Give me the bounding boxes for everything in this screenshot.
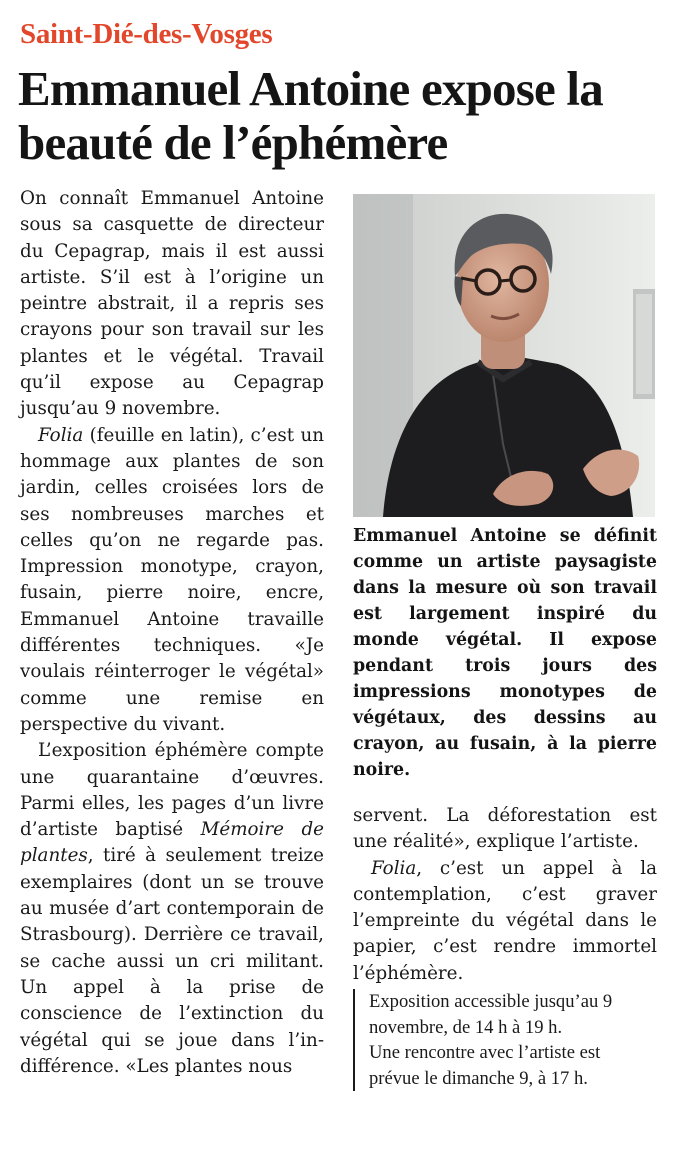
article-paragraph-4-text: , c’est un appel à la contemplation, c’est graver l’empreinte du végétal dans le papier, c’est rendre immortel l’éphémère. bbox=[353, 857, 657, 984]
exhibition-dates: Exposition accessible jusqu’au 9 novembre, de 14 h à 19 h. bbox=[369, 991, 613, 1038]
artist-meeting-info: Une rencontre avec l’artiste est prévue le dimanche 9, à 17 h. bbox=[369, 1042, 601, 1089]
article-body-left-column bbox=[20, 186, 324, 1080]
artist-photo bbox=[353, 194, 655, 517]
article-paragraph-4 bbox=[353, 856, 657, 987]
article-paragraph-3 bbox=[20, 738, 324, 1080]
article-paragraph-3-text: , tiré à seulement treize exemplaires (dont un se trouve au musée d’art contemporain de Strasbourg). Derrière ce travail, se cache aussi un cri militant. Un appel à la prise de conscience de l’extinction du végétal qui se joue dans l’indifférence. «Les plantes nous bbox=[20, 845, 324, 1077]
photo-caption: Emmanuel Antoine se définit comme un artiste paysagiste dans la mesure où son travail est largement inspiré du monde végétal. Il expose pendant trois jours des impressions monotypes de végétaux, des dessins au crayon, au fusain, à la pierre noire. bbox=[353, 526, 657, 780]
article-paragraph-3-continued: servent. La déforestation est une réalité», explique l’artiste. bbox=[353, 805, 657, 853]
exhibition-info-box bbox=[353, 989, 653, 1091]
work-title-folia-2: Folia bbox=[371, 857, 417, 879]
book-title: Mémoire de plantes bbox=[20, 819, 324, 867]
article-paragraph-2-text: (feuille en latin), c’est un hommage aux plantes de son jardin, celles croisées lors de ses nombreuses marches et celles qu’on ne regarde pas. Impression monotype, crayon, fusain, pierre noire, encre, Emmanuel Antoine travaille différentes techniques. «Je voulais réinterroger le végétal» comme une remise en perspective du vivant. bbox=[20, 424, 324, 735]
work-title-folia: Folia bbox=[38, 424, 84, 446]
section-kicker: Saint-Dié-des-Vosges bbox=[20, 18, 273, 50]
article-paragraph-3-start: L’exposition éphémère compte une quarantaine d’œuvres. Parmi elles, les pages d’un livre d’artiste baptisé bbox=[20, 740, 324, 841]
article-body-right-column bbox=[353, 803, 657, 987]
article-paragraph-2 bbox=[20, 423, 324, 739]
article-headline: Emmanuel Antoine expose la beauté de l’éphémère bbox=[18, 61, 603, 170]
article-paragraph-1: On connaît Emmanuel Antoine sous sa casquette de directeur du Cepagrap, mais il est aussi artiste. S’il est à l’origine un peintre abstrait, il a repris ses crayons pour son travail sur les plantes et le végétal. Travail qu’il expose au Cepagrap jusqu’au 9 novembre. bbox=[20, 188, 324, 420]
